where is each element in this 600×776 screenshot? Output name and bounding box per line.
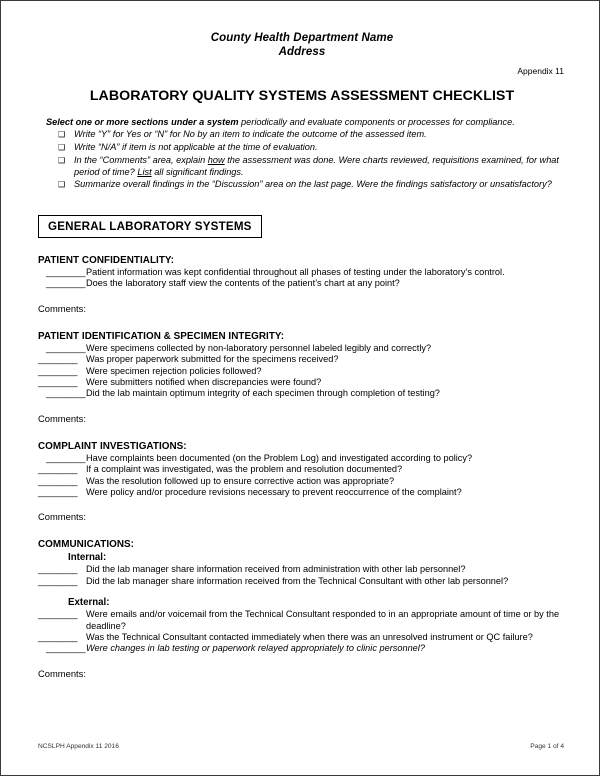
checklist-sections (38, 255, 566, 679)
checklist-section-3 (38, 441, 566, 523)
instruction-bullet-text (74, 179, 566, 191)
question-row-2 (38, 354, 566, 365)
question-text: Did the lab manager share information received from the Technical Consultant with other lab personnel? (86, 575, 509, 586)
section-title: COMPLAINT INVESTIGATIONS: (38, 440, 187, 452)
question-text: Were specimens collected by non-laboratory personnel labeled legibly and correctly? (86, 342, 432, 353)
question-row-external-1 (38, 609, 566, 632)
answer-blank-field[interactable]: ________ (38, 486, 78, 497)
question-text: Was the resolution followed up to ensure corrective action was appropriate? (86, 475, 395, 486)
instruction-bullet-text (74, 129, 566, 141)
question-row-3 (38, 366, 566, 377)
question-row-external-2 (38, 632, 566, 643)
question-row-2 (38, 278, 566, 289)
question-row-5 (38, 388, 566, 399)
subsection-title-internal: Internal: (68, 552, 107, 564)
question-text: Have complaints been documented (on the Problem Log) and investigated according to policy? (86, 452, 473, 463)
checklist-section-2 (38, 331, 566, 424)
answer-blank-field[interactable]: ________ (46, 452, 86, 463)
emphasis-underline: List (137, 166, 152, 177)
question-text: Was proper paperwork submitted for the specimens received? (86, 354, 339, 365)
instruction-bullet-1 (38, 129, 566, 141)
question-row-internal-1 (38, 564, 566, 575)
square-bullet-icon: ❑ (58, 143, 66, 153)
text-run: Write “N/A” if item is not applicable at the time of evaluation. (74, 142, 318, 153)
question-row-1 (38, 343, 566, 354)
question-text: If a complaint was investigated, was the problem and resolution documented? (86, 464, 403, 475)
instruction-bullet-4 (38, 179, 566, 191)
square-bullet-icon: ❑ (58, 130, 66, 140)
system-heading: GENERAL LABORATORY SYSTEMS (38, 215, 262, 238)
page-footer (38, 743, 564, 750)
question-row-external-3 (38, 643, 566, 654)
instructions-bullet-list (38, 129, 566, 191)
answer-blank-field[interactable]: ________ (38, 564, 78, 575)
text-run: In the “Comments” area, explain (74, 155, 208, 166)
instruction-bullet-3 (38, 155, 566, 178)
answer-blank-field[interactable]: ________ (38, 376, 78, 387)
text-run: Write “Y” for Yes or “N” for No by an item to indicate the outcome of the assessed item. (74, 129, 427, 140)
question-text: Patient information was kept confidential throughout all phases of testing under the laboratory’s control. (86, 266, 505, 277)
square-bullet-icon: ❑ (58, 156, 66, 166)
text-run: all significant findings. (151, 166, 244, 177)
comments-label[interactable]: Comments: (38, 667, 86, 679)
answer-blank-field[interactable]: ________ (38, 475, 78, 486)
answer-blank-field[interactable]: ________ (46, 388, 86, 399)
question-text: Were emails and/or voicemail from the Technical Consultant responded to in an appropriate amount of time or by the deadline? (86, 609, 560, 631)
text-run: the assessment was done. Were charts reviewed, requisitions examined, for what period of time? (74, 155, 559, 177)
page-title: LABORATORY QUALITY SYSTEMS ASSESSMENT CHECKLIST (89, 88, 515, 104)
instruction-bullet-text (74, 142, 566, 154)
comments-label[interactable]: Comments: (38, 412, 86, 424)
emphasis-underline: how (207, 155, 225, 166)
footer-left-text: NCSLPH Appendix 11 2016 (38, 743, 119, 750)
question-row-4 (38, 487, 566, 498)
answer-blank-field[interactable]: ________ (38, 354, 78, 365)
section-title: PATIENT IDENTIFICATION & SPECIMEN INTEGRITY: (38, 330, 285, 342)
answer-blank-field[interactable]: ________ (38, 631, 78, 642)
text-run: Summarize overall findings in the “Discussion” area on the last page. Were the findings satisfactory or unsatisfactory? (74, 178, 552, 189)
instruction-bullet-2 (38, 142, 566, 154)
answer-blank-field[interactable]: ________ (46, 342, 86, 353)
answer-blank-field[interactable]: ________ (38, 609, 78, 620)
question-text: Were policy and/or procedure revisions necessary to prevent reoccurrence of the complaint? (86, 486, 462, 497)
instruction-bullet-text (74, 155, 566, 178)
question-row-2 (38, 464, 566, 475)
question-text: Does the laboratory staff view the contents of the patient’s chart at any point? (86, 278, 400, 289)
section-title: PATIENT CONFIDENTIALITY: (38, 254, 175, 266)
answer-blank-field[interactable]: ________ (46, 266, 86, 277)
question-text: Were specimen rejection policies followed? (86, 365, 262, 376)
answer-blank-field[interactable]: ________ (38, 575, 78, 586)
instructions-lead (46, 117, 566, 128)
instructions-block (38, 117, 566, 191)
appendix-label: Appendix 11 (517, 66, 564, 76)
question-text: Were submitters notified when discrepancies were found? (86, 376, 322, 387)
answer-blank-field[interactable]: ________ (46, 278, 86, 289)
subsection-title-external: External: (68, 597, 110, 609)
question-text: Did the lab maintain optimum integrity of each specimen through completion of testing? (86, 388, 440, 399)
question-row-internal-2 (38, 576, 566, 587)
question-row-1 (38, 267, 566, 278)
footer-page-number: Page 1 of 4 (530, 743, 564, 750)
instructions-lead-rest: periodically and evaluate components or processes for compliance. (238, 117, 515, 127)
square-bullet-icon: ❑ (58, 179, 66, 189)
question-text: Did the lab manager share information received from administration with other lab personnel? (86, 564, 466, 575)
instructions-lead-bold: Select one or more sections under a system (46, 117, 239, 127)
question-row-4 (38, 377, 566, 388)
page-content (38, 1, 566, 776)
question-text: Were changes in lab testing or paperwork relayed appropriately to clinic personnel? (86, 643, 425, 654)
checklist-section-communications (38, 539, 566, 678)
organization-address: Address (278, 46, 326, 58)
answer-blank-field[interactable]: ________ (46, 643, 86, 654)
question-row-1 (38, 453, 566, 464)
comments-label[interactable]: Comments: (38, 511, 86, 523)
comments-label[interactable]: Comments: (38, 302, 86, 314)
answer-blank-field[interactable]: ________ (38, 365, 78, 376)
answer-blank-field[interactable]: ________ (38, 464, 78, 475)
letterhead (38, 1, 566, 59)
question-row-3 (38, 476, 566, 487)
section-title: COMMUNICATIONS: (38, 539, 135, 551)
organization-name: County Health Department Name (210, 32, 394, 44)
question-text: Was the Technical Consultant contacted immediately when there was an unresolved instrument or QC failure? (86, 631, 533, 642)
checklist-section-1 (38, 255, 566, 314)
